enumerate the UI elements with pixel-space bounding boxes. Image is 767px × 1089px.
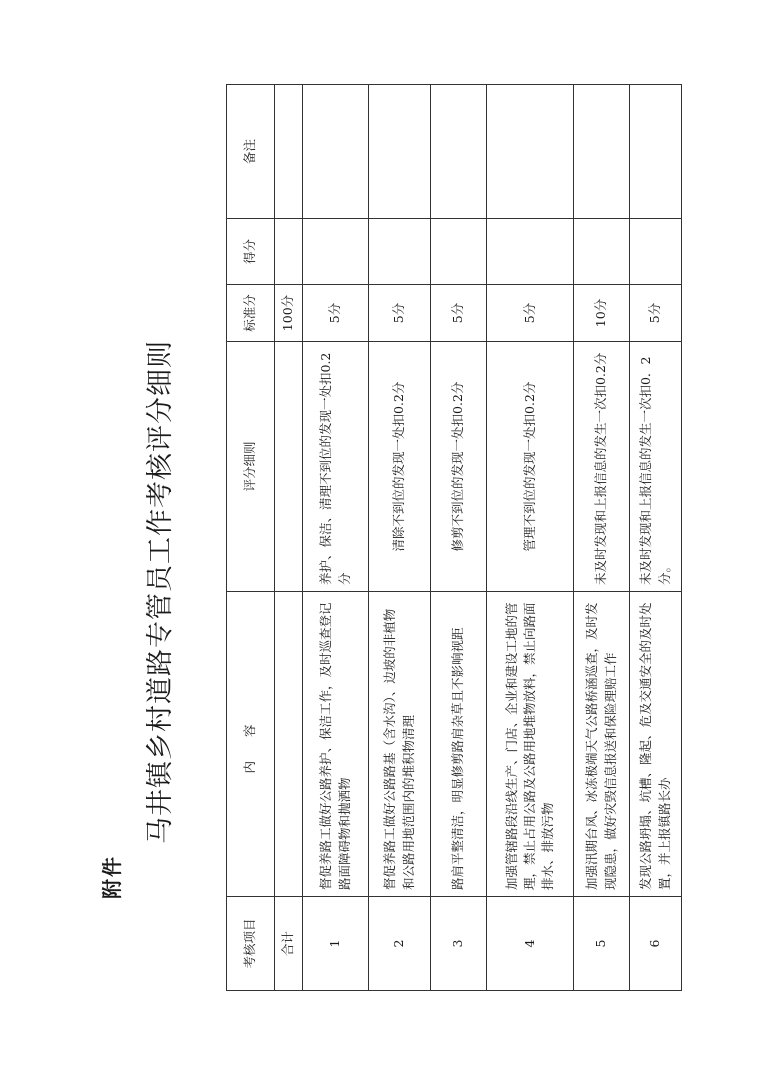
header-item: 考核项目 xyxy=(227,897,275,991)
row-note xyxy=(431,85,487,219)
row-number: 2 xyxy=(369,897,431,991)
row-standard: 5分 xyxy=(369,285,431,342)
header-note: 备注 xyxy=(227,85,275,219)
row-score xyxy=(630,219,682,285)
header-rule: 评分细则 xyxy=(227,342,275,592)
row-rule: 管理不到位的发现一处扣0.2分 xyxy=(487,342,574,592)
total-standard: 100分 xyxy=(275,285,303,342)
total-row xyxy=(275,85,303,991)
row-number: 1 xyxy=(303,897,369,991)
row-rule: 未及时发现和上报信息的发生一次扣0.2分 xyxy=(574,342,630,592)
row-standard: 10分 xyxy=(574,285,630,342)
document-title: 马井镇乡村道路专管员工作考核评分细则 xyxy=(145,340,176,844)
row-rule: 未及时发现和上报信息的发生一次扣0．2分。 xyxy=(630,342,682,592)
row-content: 加强汛期台风、冰冻极端天气公路桥涵巡查，及时发现隐患，做好灾毁信息报送和保险理赔工作 xyxy=(574,592,630,897)
row-number: 5 xyxy=(574,897,630,991)
table-row xyxy=(369,85,431,991)
table-row xyxy=(431,85,487,991)
row-note xyxy=(369,85,431,219)
row-score xyxy=(303,219,369,285)
row-content: 路肩平整清洁，明显修剪路肩杂草且不影响视距 xyxy=(431,592,487,897)
table-row xyxy=(303,85,369,991)
row-number: 3 xyxy=(431,897,487,991)
row-content: 发现公路坍塌、坑槽、隆起、危及交通安全的及时处置，并上报镇路长办 xyxy=(630,592,682,897)
header-content: 内 容 xyxy=(227,592,275,897)
table-row xyxy=(487,85,574,991)
header-score: 得分 xyxy=(227,219,275,285)
row-score xyxy=(487,219,574,285)
row-score xyxy=(574,219,630,285)
total-score xyxy=(275,219,303,285)
row-standard: 5分 xyxy=(431,285,487,342)
row-standard: 5分 xyxy=(303,285,369,342)
row-note xyxy=(574,85,630,219)
table-row xyxy=(574,85,630,991)
row-score xyxy=(431,219,487,285)
attachment-label: 附件 xyxy=(100,855,124,899)
row-standard: 5分 xyxy=(630,285,682,342)
row-content: 督促养路工做好公路路基（含水沟）、边坡的非植物和公路用地范围内的堆积物清理 xyxy=(369,592,431,897)
row-note xyxy=(630,85,682,219)
header-row xyxy=(227,85,275,991)
row-rule: 清除不到位的发现一处扣0.2分 xyxy=(369,342,431,592)
row-content: 加强管辖路段沿线生产、门店、企业和建设工地的管理，禁止占用公路及公路用地堆物放料，禁止向路面排水、排放污物 xyxy=(487,592,574,897)
row-number: 4 xyxy=(487,897,574,991)
row-content: 督促养路工做好公路养护、保洁工作，及时巡查登记路面障碍物和抛洒物 xyxy=(303,592,369,897)
scoring-table xyxy=(226,84,682,991)
row-number: 6 xyxy=(630,897,682,991)
row-note xyxy=(303,85,369,219)
table-row xyxy=(630,85,682,991)
row-note xyxy=(487,85,574,219)
row-rule: 修剪不到位的发现一处扣0.2分 xyxy=(431,342,487,592)
total-label: 合计 xyxy=(275,897,303,991)
row-rule: 养护、保洁、清理不到位的发现一处扣0.2分 xyxy=(303,342,369,592)
total-rule xyxy=(275,342,303,592)
total-content xyxy=(275,592,303,897)
row-standard: 5分 xyxy=(487,285,574,342)
header-standard: 标准分 xyxy=(227,285,275,342)
row-score xyxy=(369,219,431,285)
total-note xyxy=(275,85,303,219)
